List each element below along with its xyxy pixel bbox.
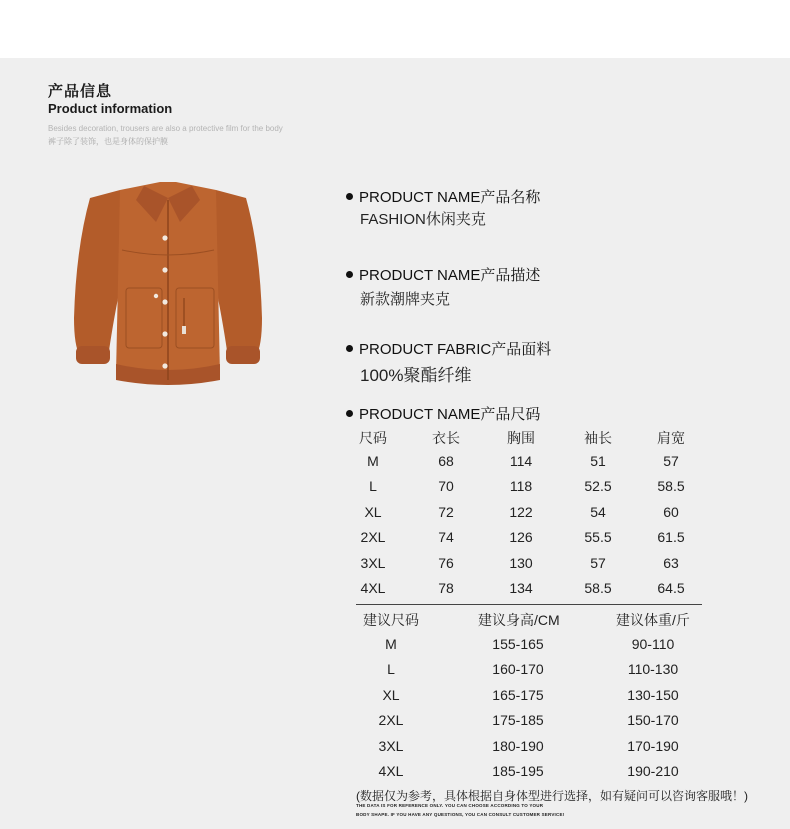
rec-cell: 185-195 bbox=[492, 763, 544, 779]
size-header-cell: 胸围 bbox=[507, 430, 535, 446]
size-cell: 76 bbox=[438, 555, 454, 571]
size-cell: XL bbox=[364, 504, 382, 520]
bullet-icon bbox=[346, 271, 353, 278]
rec-cell: 155-165 bbox=[492, 636, 544, 652]
rec-cell: 170-190 bbox=[627, 738, 679, 754]
size-cell: 57 bbox=[663, 453, 679, 469]
product-fabric-value: 100%聚酯纤维 bbox=[360, 366, 472, 385]
size-cell: L bbox=[369, 478, 377, 494]
fine-print-line-1: THE DATA IS FOR REFERENCE ONLY. YOU CAN CHOOSE ACCORDING TO YOUR bbox=[356, 803, 544, 808]
rec-cell: 2XL bbox=[378, 712, 404, 728]
table-divider bbox=[356, 604, 702, 605]
size-header-cell: 袖长 bbox=[584, 430, 612, 446]
rec-cell: XL bbox=[382, 687, 400, 703]
size-cell: 58.5 bbox=[584, 580, 612, 596]
size-cell: M bbox=[367, 453, 379, 469]
rec-cell: 130-150 bbox=[627, 687, 679, 703]
page-title-cn: 产品信息 bbox=[48, 83, 113, 100]
jacket-image bbox=[68, 178, 268, 398]
size-header-cell: 衣长 bbox=[432, 430, 460, 446]
size-cell: 60 bbox=[663, 504, 679, 520]
rec-cell: 4XL bbox=[378, 763, 404, 779]
reference-note: (数据仅为参考，具体根据自身体型进行选择，如有疑问可以咨询客服哦！) bbox=[356, 789, 748, 803]
size-header-cell: 尺码 bbox=[359, 430, 387, 446]
size-cell: 134 bbox=[509, 580, 533, 596]
rec-header-cell: 建议体重/斤 bbox=[616, 612, 690, 628]
size-cell: 78 bbox=[438, 580, 454, 596]
product-fabric-title: PRODUCT FABRIC产品面料 bbox=[346, 338, 551, 359]
bullet-icon bbox=[346, 193, 353, 200]
size-cell: 68 bbox=[438, 453, 454, 469]
size-cell: 118 bbox=[509, 478, 533, 494]
subtitle-cn: 裤子除了装饰，也是身体的保护膜 bbox=[48, 137, 168, 146]
rec-cell: 3XL bbox=[378, 738, 404, 754]
rec-cell: 90-110 bbox=[631, 636, 675, 652]
rec-cell: M bbox=[385, 636, 397, 652]
size-cell: 3XL bbox=[360, 555, 386, 571]
fine-print-line-2: BODY SHAPE. IF YOU HAVE ANY QUESTIONS, YOU CAN CONSULT CUSTOMER SERVICE! bbox=[356, 812, 565, 817]
size-cell: 52.5 bbox=[584, 478, 612, 494]
rec-cell: 165-175 bbox=[492, 687, 544, 703]
size-cell: 74 bbox=[438, 529, 454, 545]
size-header-cell: 肩宽 bbox=[657, 430, 685, 446]
rec-cell: 110-130 bbox=[627, 661, 679, 677]
size-cell: 58.5 bbox=[657, 478, 685, 494]
rec-header-cell: 建议尺码 bbox=[363, 612, 419, 628]
rec-cell: 175-185 bbox=[492, 712, 544, 728]
product-desc-value: 新款潮牌夹克 bbox=[360, 291, 451, 308]
size-cell: 51 bbox=[590, 453, 606, 469]
size-cell: 122 bbox=[509, 504, 533, 520]
size-cell: 2XL bbox=[360, 529, 386, 545]
size-cell: 55.5 bbox=[584, 529, 612, 545]
size-cell: 126 bbox=[509, 529, 533, 545]
rec-cell: 190-210 bbox=[627, 763, 679, 779]
product-name-value: FASHION休闲夹克 bbox=[360, 211, 486, 228]
size-cell: 61.5 bbox=[657, 529, 685, 545]
rec-cell: 180-190 bbox=[492, 738, 544, 754]
rec-cell: 150-170 bbox=[627, 712, 679, 728]
product-name-title: PRODUCT NAME产品名称 bbox=[346, 186, 540, 207]
rec-cell: L bbox=[387, 661, 395, 677]
bullet-icon bbox=[346, 410, 353, 417]
size-cell: 4XL bbox=[360, 580, 386, 596]
product-desc-title: PRODUCT NAME产品描述 bbox=[346, 264, 540, 285]
bullet-icon bbox=[346, 345, 353, 352]
product-size-title: PRODUCT NAME产品尺码 bbox=[346, 403, 540, 424]
page-title-en: Product information bbox=[48, 101, 173, 116]
size-cell: 72 bbox=[438, 504, 454, 520]
rec-header-cell: 建议身高/CM bbox=[478, 612, 560, 628]
subtitle-en: Besides decoration, trousers are also a protective film for the body bbox=[48, 124, 283, 133]
size-cell: 70 bbox=[438, 478, 454, 494]
rec-cell: 160-170 bbox=[492, 661, 544, 677]
size-cell: 64.5 bbox=[657, 580, 685, 596]
size-cell: 54 bbox=[590, 504, 606, 520]
size-cell: 114 bbox=[509, 453, 533, 469]
size-cell: 57 bbox=[590, 555, 606, 571]
size-cell: 63 bbox=[663, 555, 679, 571]
size-cell: 130 bbox=[509, 555, 533, 571]
